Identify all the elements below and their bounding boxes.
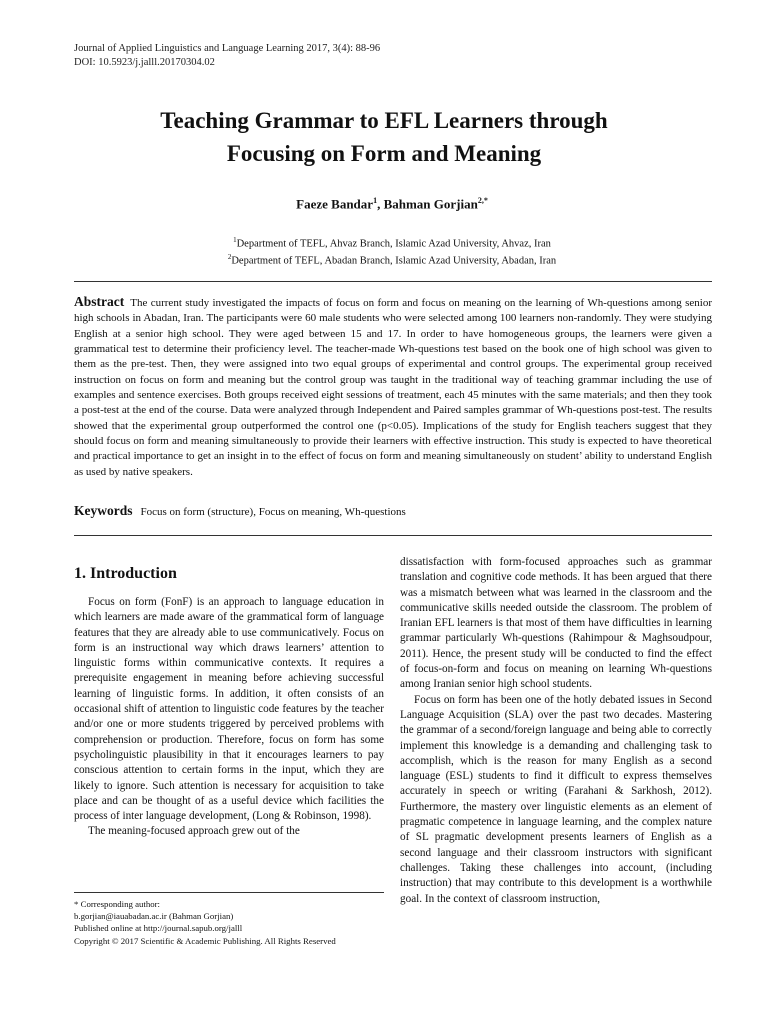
paper-title [90,104,678,170]
journal-header [74,42,380,70]
author-affil-mark: 1 [373,196,378,205]
affil-text: Department of TEFL, Ahvaz Branch, Islamic Azad University, Ahvaz, Iran [236,238,551,250]
affiliations [74,234,710,267]
journal-citation: Journal of Applied Linguistics and Language Learning 2017, 3(4): 88-96 [74,43,381,54]
paragraph: Focus on form (FonF) is an approach to language education in which learners are made aware of the grammatical form of language features that they are already able to use communicatively. Focus on form is an instructional way which draws learners’ attention to linguistic forms within communicative contexts. It requires a prerequisite engagement in meaning before achieving successful learning of linguistic forms. In addition, it often consists of an occasional shift of attention to linguistic code features by the teacher and/or one or more students triggered by perceived problems with comprehension or production. Therefore, focus on form has some psycholinguistic plausibility in that it encourages learners to pay conscious attention to certain forms in the input, which they are likely to ignore. Such attention is necessary for acquisition to take place and can be thought of as a useful device which facilities the process of inter language development, (Long & Robinson, 1998). [74,596,384,823]
copyright-note: Copyright © 2017 Scientific & Academic Publishing. All Rights Reserved [74,935,336,946]
divider [74,281,712,282]
keywords-label: Keywords [74,503,133,518]
affil-mark: 1 [233,236,237,244]
paragraph: dissatisfaction with form-focused approaches such as grammar translation and cognitive code methods. It has been argued that there was a mismatch between what was learned in the classroom and the communicative skills needed outside the classroom. The problem of Iranian EFL learners is that most of them have difficulties in learning grammar particularly Wh-questions (Rahimpour & Maghsoudpour, 2011). Hence, the present study will be conducted to find the effect of focus-on-form and focus on meaning on learning Wh-questions among Iranian senior high school students. [400,556,712,691]
author-separator: , [377,196,384,212]
footnote-divider [74,892,384,893]
paragraph: The meaning-focused approach grew out of the [88,825,300,838]
title-line-2: Focusing on Form and Meaning [226,141,542,166]
author-email: b.gorjian@iauabadan.ac.ir (Bahman Gorjian) [74,911,234,922]
author-affil-mark: 2,* [477,196,488,205]
section-heading: 1. Introduction [74,565,177,582]
keywords [74,503,712,519]
footnotes [74,898,394,947]
affiliation [74,234,710,251]
abstract-text: The current study investigated the impacts of focus on form and focus on meaning on the learning of Wh-questions among senior high schools in Abadan, Iran. The participants were 60 male students who were selected among 100 learners non-randomly. They were studying English at a senior high school. They were aged between 15 and 17. In order to have homogeneous groups, the learners were given a grammatical test to determine their proficiency level. The teacher-made Wh-questions test based on the book one of high school was given to them as the pre-test. Then, they were assigned into two equal groups of experimental and control groups. The experimental group received instruction on focus on form and meaning but the control group was taught in the traditional way of teaching grammar including the use of examples and sentence exercises. Both groups received eight sessions of treatment, each 45 minutes with the same materials; and then they took a post-test at the end of the course. Data were analyzed through Independent and Paired samples grammar of Wh-questions post-test. The results showed that the experimental group outperformed the control one (p<0.05). Implications of the study for English teachers suggest that they should focus on form and meaning simultaneously to provide their learners with effective instruction. This study is expected to have theoretical and practical importance to get an insight in to the effect of focus on form and meaning simultaneously on student’ ability to understand English as used by native speakers. [74,297,712,478]
paragraph: Focus on form has been one of the hotly debated issues in Second Language Acquisition (SLA) over the past two decades. Mastering the grammar of a second/foreign language and being able to correctly implement this knowledge is a demanding and challenging task to accomplish, which is the reason for many English as a second language (ESL) students to find it difficult to express themselves accurately in speech or writing (Farahani & Sarkhosh, 2012). Furthermore, the mastery over linguistic elements as an element of pragmatic competence in language learning, and the complex nature of SL pragmatic development presents learners of English as a second language and their classroom instructors with significant challenges. Taking these challenges into account, (including instruction) that may contribute to this development is a worthwhile goal. In the context of classroom instruction, [400,693,712,905]
corresponding-note: * Corresponding author: [74,899,161,909]
published-note: Published online at http://journal.sapub.org/jalll [74,923,243,934]
author-list [74,196,710,212]
affil-mark: 2 [227,252,232,261]
abstract [74,294,712,480]
author-name: Bahman Gorjian [383,196,478,212]
doi: DOI: 10.5923/j.jalll.20170304.02 [74,57,215,68]
keywords-text: Focus on form (structure), Focus on meaning, Wh-questions [140,506,406,518]
left-column [74,565,384,840]
affiliation [74,251,710,268]
right-column [400,555,712,907]
divider [74,535,712,536]
title-line-1: Teaching Grammar to EFL Learners through [160,108,608,133]
affil-text: Department of TEFL, Abadan Branch, Islamic Azad University, Abadan, Iran [231,255,557,266]
abstract-label: Abstract [74,294,125,309]
author-name: Faeze Bandar [296,196,374,212]
